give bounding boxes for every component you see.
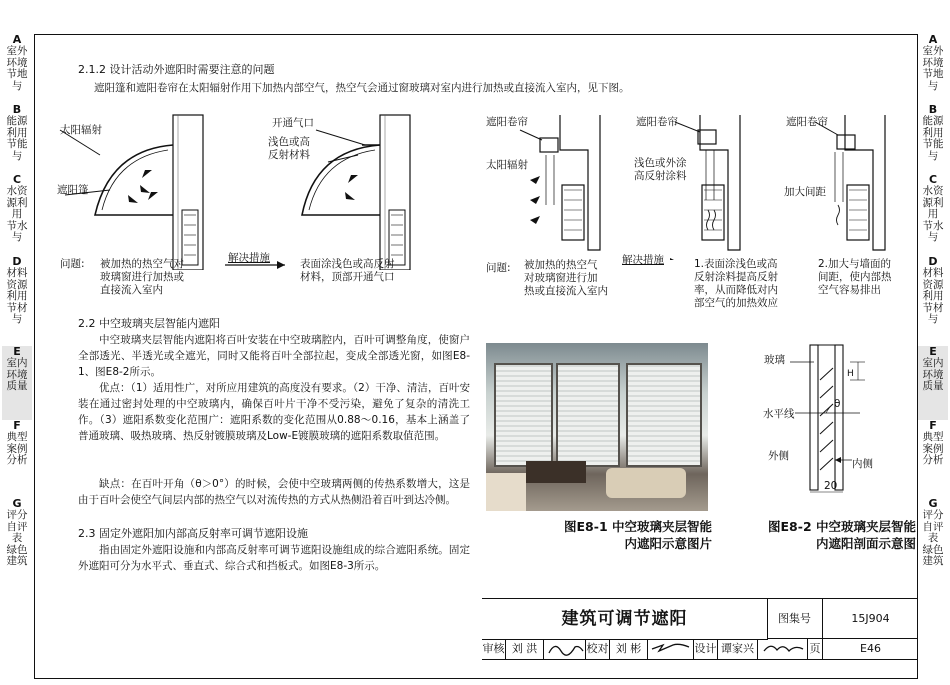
section-22-p2: 优点：（1）适用性广，对所应用建筑的高度没有要求。（2）干净、清洁，百叶安装在通过密封处理的中空玻璃内，确保百叶片干净不受污染，避免了复杂的清洗工作。（3）遮阳系数变化范围广：遮阳系数的变化范围从0.88～0.16，基本上涵盖了普通玻璃、吸热玻璃、热反射镀膜玻璃及Low-E镀膜玻璃的遮阳系数取值范围。 (78, 382, 470, 442)
check-label: 校对 (586, 639, 610, 659)
solution-label-right: 解决措施 (622, 254, 664, 266)
side-tab-f[interactable] (918, 420, 948, 498)
side-tab-letter: G (12, 497, 22, 510)
blind-label-2: 遮阳卷帘 (636, 116, 678, 128)
blind-label-1: 遮阳卷帘 (486, 116, 528, 128)
blind-label-3: 遮阳卷帘 (786, 116, 828, 128)
side-tab-letter: F (13, 419, 21, 432)
side-tab-c[interactable] (918, 174, 948, 256)
section-23-heading: 2.3 固定外遮阳加内部高反射率可调节遮阳设施 (78, 527, 308, 540)
design-label: 设计 (694, 639, 718, 659)
solution-label-left: 解决措施 (228, 252, 270, 264)
side-tab-letter: E (929, 345, 937, 358)
coating-label-left: 浅色或高 反射材料 (268, 136, 310, 161)
side-tab-letter: C (12, 173, 22, 186)
side-tab-text: 能源利用 节能与 (6, 115, 28, 162)
caption-e8-1: 图E8-1 中空玻璃夹层智能 内遮阳示意图片 (564, 519, 712, 551)
side-tab-c[interactable] (2, 174, 32, 256)
side-tab-text: 室外环境 节地与 (922, 45, 944, 92)
solution-text-1: 1.表面涂浅色或高 反射涂料提高反射 率，从而降低对内 部空气的加热效应 (694, 258, 778, 309)
side-tab-letter: D (12, 255, 22, 268)
side-tab-text: 典型案例分析 (922, 431, 944, 466)
side-tab-g[interactable] (918, 498, 948, 582)
glass-section-diagram (780, 340, 900, 500)
side-tab-e[interactable] (2, 346, 32, 420)
side-tab-f[interactable] (2, 420, 32, 498)
side-tab-letter: B (12, 103, 22, 116)
caption-e8-2: 图E8-2 中空玻璃夹层智能 内遮阳剖面示意图 (768, 519, 916, 551)
review-name: 刘 洪 (506, 639, 544, 659)
side-tab-text: 室内环境质量 (6, 357, 28, 392)
solution-text-2: 2.加大与墙面的 间距，使内部热 空气容易排出 (818, 258, 892, 296)
coating-label-right: 浅色或外涂 高反射涂料 (634, 157, 687, 182)
section-22-p3: 缺点：在百叶开角（θ＞0°）的时候，会使中空玻璃两侧的传热系数增大，这是由于百叶会使空气间层内部的热空气以对流传热的方式从热侧沿着百叶到达冷侧。 (78, 478, 470, 506)
side-tab-text: 水资源利用 节水与 (922, 185, 944, 243)
side-tab-d[interactable] (2, 256, 32, 346)
side-tab-text: 材料资源利用 节材与 (6, 267, 28, 325)
side-tab-a[interactable] (918, 34, 948, 104)
side-tab-letter: C (928, 173, 938, 186)
inside-label: 内侧 (852, 458, 873, 470)
side-tab-text: 评分自评表 绿色建筑 (922, 509, 944, 567)
side-tab-d[interactable] (918, 256, 948, 346)
side-tab-letter: A (12, 33, 22, 46)
section-22-heading: 2.2 中空玻璃夹层智能内遮阳 (78, 317, 220, 330)
section-212-heading: 2.1.2 设计活动外遮阳时需要注意的问题 (78, 63, 275, 76)
side-tab-text: 典型案例分析 (6, 431, 28, 466)
review-label: 审核 (482, 639, 506, 659)
section-23-p1: 指由固定外遮阳设施和内部高反射率可调节遮阳设施组成的综合遮阳系统。固定外遮阳可分为水平式、垂直式、综合式和挡板式。如图E8-3所示。 (78, 544, 470, 572)
check-name: 刘 彬 (610, 639, 648, 659)
problem-prefix-right: 问题: (486, 262, 511, 274)
page-number: E46 (860, 642, 881, 655)
drawing-title: 建筑可调节遮阳 (482, 599, 768, 640)
design-name: 谭家兴 (718, 639, 758, 659)
outside-label: 外侧 (768, 450, 789, 462)
awning-diagram (40, 100, 480, 270)
sun-radiation-label-left: 太阳辐射 (60, 124, 102, 136)
side-tab-letter: A (928, 33, 938, 46)
roller-blind-diagram (500, 110, 920, 260)
side-tab-letter: B (928, 103, 938, 116)
side-tab-letter: F (929, 419, 937, 432)
side-tab-text: 能源利用 节能与 (922, 115, 944, 162)
check-signature (648, 639, 694, 659)
atlas-label: 图集号 (767, 599, 823, 639)
side-tab-text: 室外环境 节地与 (6, 45, 28, 92)
side-tab-b[interactable] (2, 104, 32, 174)
side-tab-text: 水资源利用 节水与 (6, 185, 28, 243)
sun-radiation-label-right: 太阳辐射 (486, 159, 528, 171)
page-label: 页 (808, 639, 823, 659)
section-22-p1: 中空玻璃夹层智能内遮阳将百叶安装在中空玻璃腔内，百叶可调整角度，使窗户全部透光、半透光或全遮光，同时又能将百叶全部拉起，变成全部透光窗，如图E8-1、图E8-2所示。 (78, 334, 470, 378)
side-tab-g[interactable] (2, 498, 32, 582)
side-tab-letter: E (13, 345, 21, 358)
side-tab-b[interactable] (918, 104, 948, 174)
awning-label: 遮阳篷 (57, 184, 89, 196)
solution-text-left: 表面涂浅色或高反射 材料，顶部开通气口 (300, 258, 395, 283)
glass-label: 玻璃 (764, 354, 785, 366)
side-tab-e[interactable] (918, 346, 948, 420)
problem-text-left: 被加热的热空气对 玻璃窗进行加热或 直接流入室内 (100, 258, 184, 296)
title-block (482, 598, 918, 680)
section-212-intro: 遮阳篷和遮阳卷帘在太阳辐射作用下加热内部空气，热空气会通过窗玻璃对室内进行加热或直接流入室内，见下图。 (94, 82, 630, 94)
side-tab-letter: D (928, 255, 938, 268)
problem-text-right: 被加热的热空气 对玻璃窗进行加 热或直接流入室内 (524, 259, 608, 297)
horizontal-line-label: 水平线 (763, 408, 795, 420)
interior-blind-photo (486, 343, 708, 511)
side-tab-text: 室内环境质量 (922, 357, 944, 392)
side-tab-text: 评分自评表 绿色建筑 (6, 509, 28, 567)
gap-label: 加大间距 (784, 186, 826, 198)
atlas-number: 15J904 (823, 599, 918, 639)
theta-label: θ (834, 398, 841, 410)
side-tab-text: 材料资源利用 节材与 (922, 267, 944, 325)
h-label: H (847, 369, 854, 379)
design-signature (758, 639, 808, 659)
review-signature (544, 639, 586, 659)
side-tab-letter: G (928, 497, 938, 510)
problem-prefix-left: 问题: (60, 258, 85, 270)
vent-label: 开通气口 (272, 117, 314, 129)
dimension-label: 20 (824, 480, 838, 492)
side-tab-a[interactable] (2, 34, 32, 104)
